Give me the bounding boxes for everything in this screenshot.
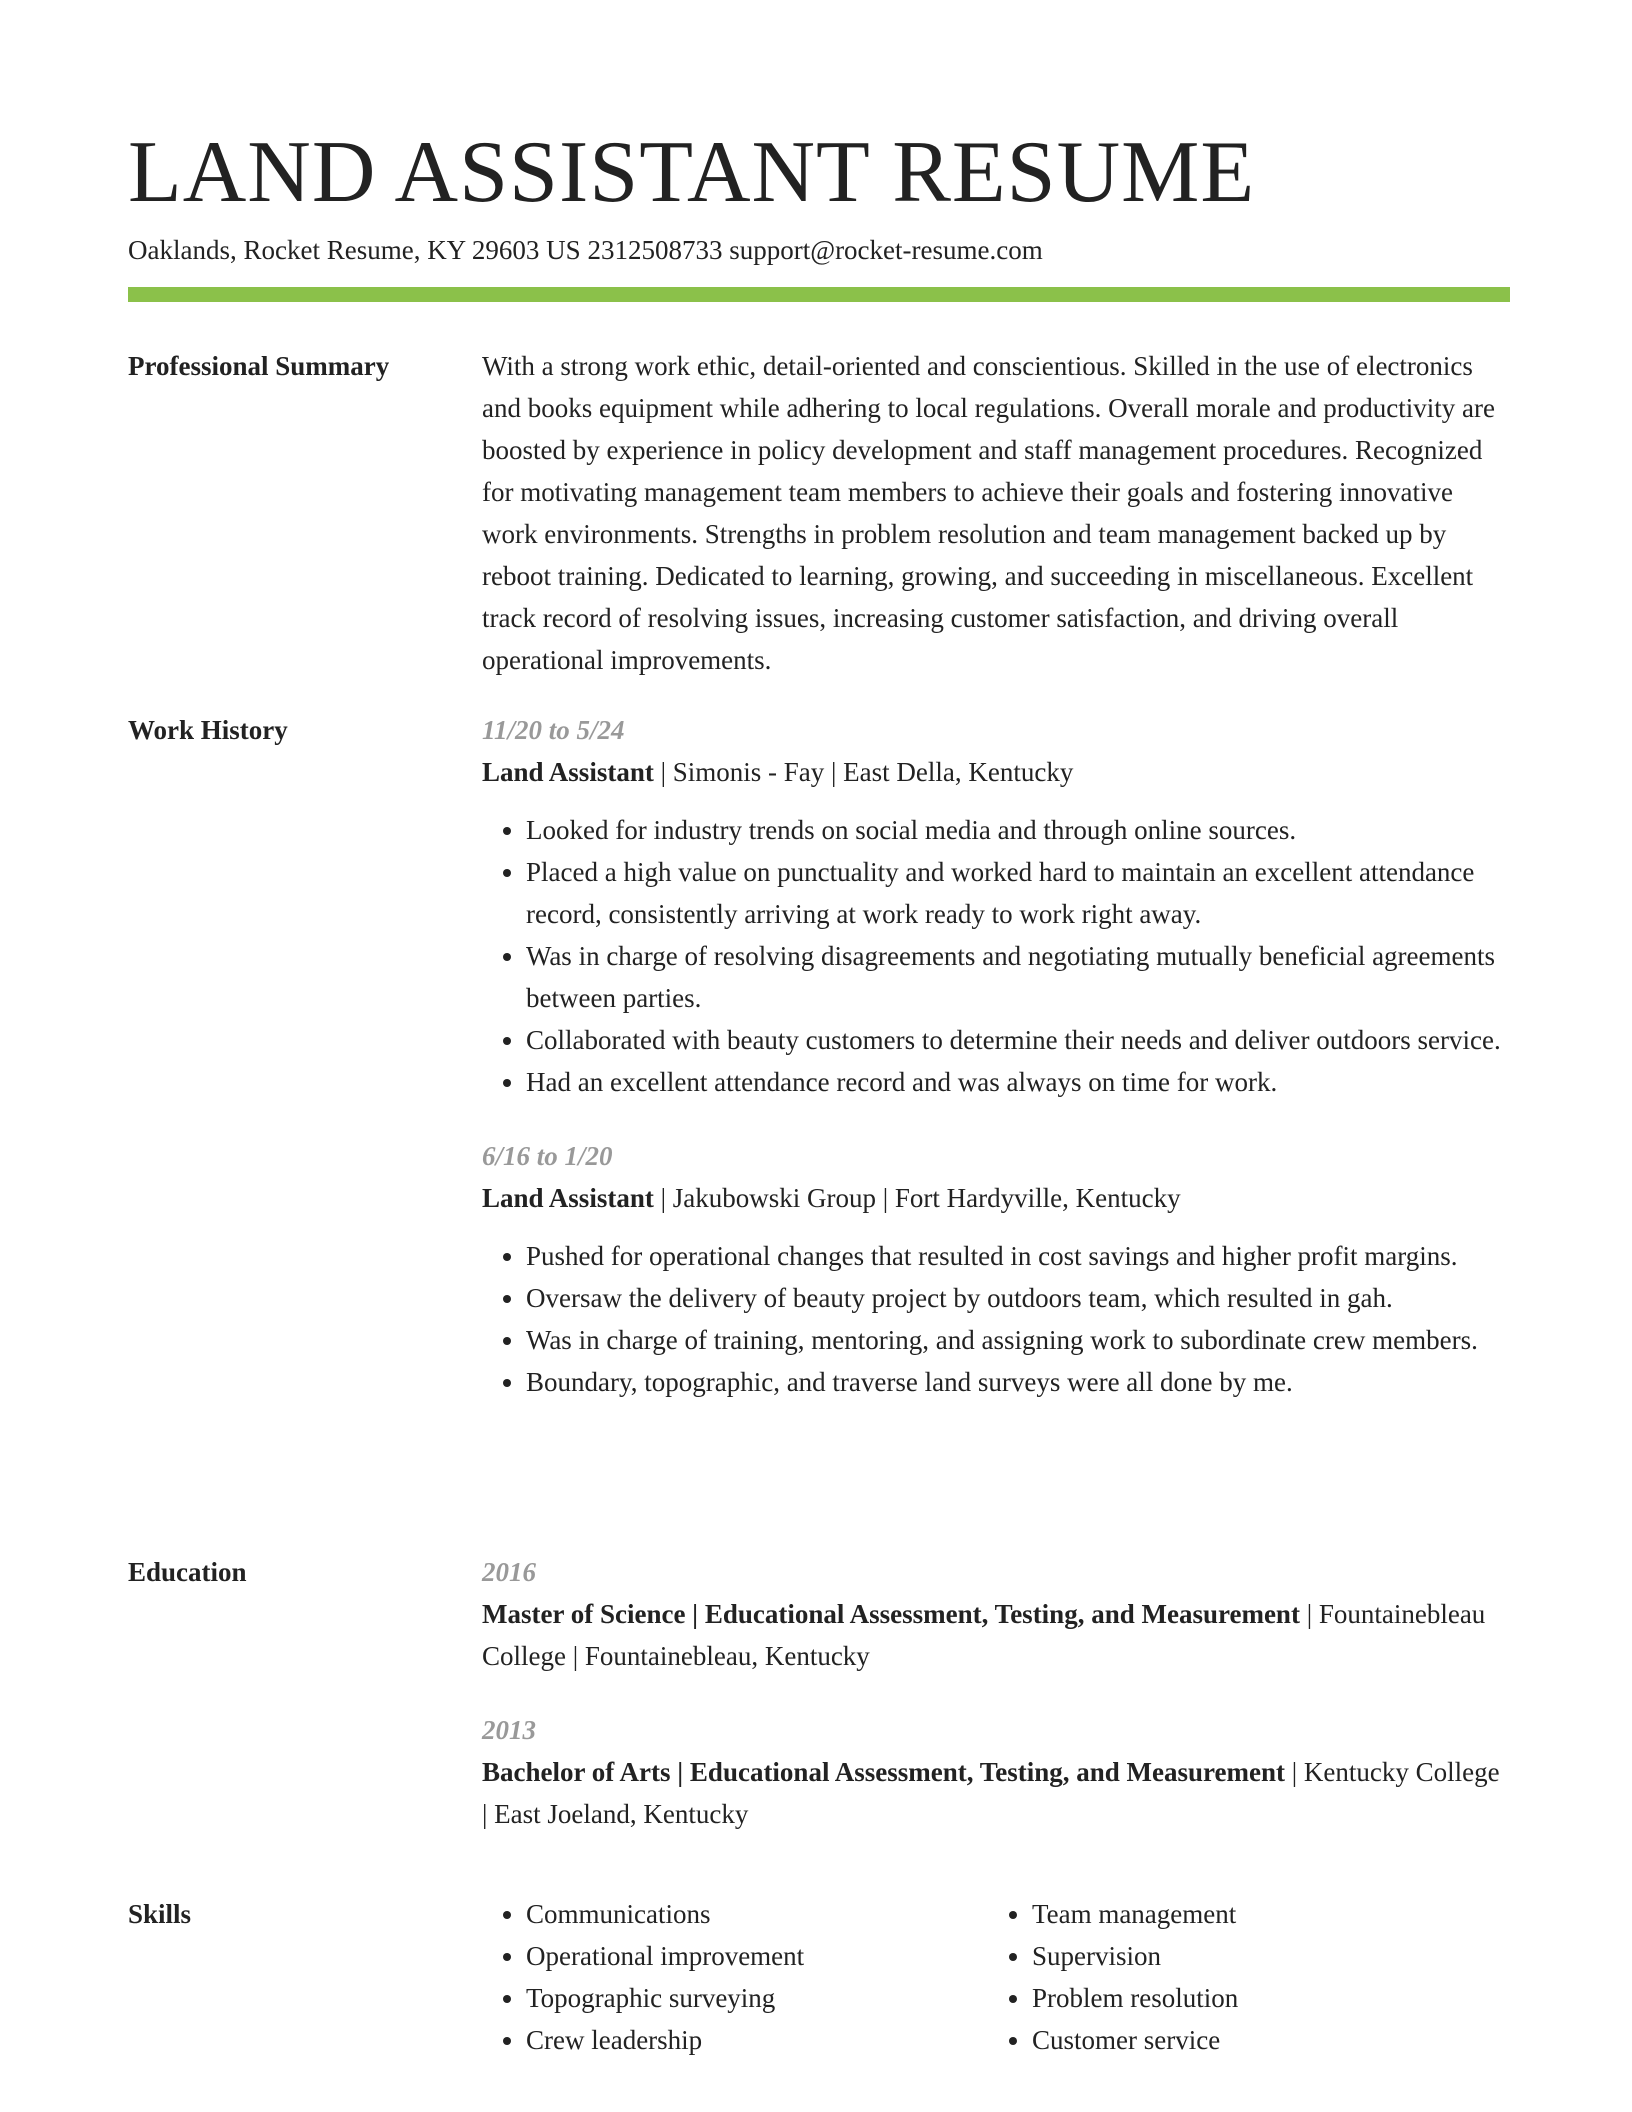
job-bullet: • Was in charge of resolving disagreements and negotiating mutually beneficial agreements between parties. [526, 935, 1510, 1019]
job-title: Land Assistant [482, 1183, 654, 1213]
job-bullet: • Had an excellent attendance record and was always on time for work. [526, 1061, 1510, 1103]
section-heading: Skills [128, 1899, 192, 1929]
skills-list [482, 1893, 982, 2061]
job-bullet: • Pushed for operational changes that resulted in cost savings and higher profit margins. [526, 1235, 1510, 1277]
skill-item: • Operational improvement [526, 1935, 982, 1977]
job-heading [482, 1177, 1510, 1219]
entry-spacer [482, 1103, 1510, 1135]
job-details: | Simonis - Fay | East Della, Kentucky [653, 757, 1074, 787]
job-bullet: • Collaborated with beauty customers to determine their needs and deliver outdoors service. [526, 1019, 1510, 1061]
work-history-body [482, 709, 1510, 1403]
job-bullet: • Was in charge of training, mentoring, and assigning work to subordinate crew members. [526, 1319, 1510, 1361]
job-entry [482, 1135, 1510, 1403]
education-year: 2016 [482, 1557, 536, 1587]
header-divider [128, 287, 1510, 302]
job-dates: 6/16 to 1/20 [482, 1141, 613, 1171]
education-entry [482, 1709, 1510, 1835]
job-bullet: • Placed a high value on punctuality and worked hard to maintain an excellent attendance record, consistently arriving at work ready to work right away. [526, 851, 1510, 935]
job-entry [482, 709, 1510, 1103]
skill-item: • Topographic surveying [526, 1977, 982, 2019]
education-body [482, 1551, 1510, 1835]
job-bullets [482, 809, 1510, 1103]
section-heading: Education [128, 1557, 247, 1587]
skills-list [988, 1893, 1488, 2061]
job-title: Land Assistant [482, 757, 654, 787]
school-info: | Fountainebleau College | Fountainebleau, Kentucky [482, 1599, 1486, 1671]
skills-column-right [988, 1893, 1488, 2061]
degree-name: Master of Science | Educational Assessment, Testing, and Measurement [482, 1599, 1300, 1629]
job-bullet: • Oversaw the delivery of beauty project by outdoors team, which resulted in gah. [526, 1277, 1510, 1319]
contact-info: Oaklands, Rocket Resume, KY 29603 US 2312508733 support@rocket-resume.com [128, 235, 1043, 265]
job-bullet: • Boundary, topographic, and traverse land surveys were all done by me. [526, 1361, 1510, 1403]
job-bullet: • Looked for industry trends on social media and through online sources. [526, 809, 1510, 851]
skill-item: • Communications [526, 1893, 982, 1935]
skills-column-left [482, 1893, 982, 2061]
resume-title: LAND ASSISTANT RESUME [128, 124, 1256, 221]
education-details [482, 1593, 1510, 1677]
education-details [482, 1751, 1510, 1835]
summary-text: With a strong work ethic, detail-oriented and conscientious. Skilled in the use of electronics and books equipment while adhering to local regulations. Overall morale and productivity are boosted by experience in policy development and staff management procedures. Recognized for motivating management team members to achieve their goals and fostering innovative work environments. Strengths in problem resolution and team management backed up by reboot training. Dedicated to learning, growing, and succeeding in miscellaneous. Excellent track record of resolving issues, increasing customer satisfaction, and driving overall operational improvements. [482, 351, 1495, 675]
entry-spacer [482, 1677, 1510, 1709]
education-year: 2013 [482, 1715, 536, 1745]
job-dates: 11/20 to 5/24 [482, 715, 625, 745]
summary-body [482, 345, 1510, 681]
skill-item: • Problem resolution [1032, 1977, 1488, 2019]
skill-item: • Supervision [1032, 1935, 1488, 1977]
skill-item: • Customer service [1032, 2019, 1488, 2061]
job-bullets [482, 1235, 1510, 1403]
school-info: | Kentucky College | East Joeland, Kentucky [482, 1757, 1500, 1829]
job-details: | Jakubowski Group | Fort Hardyville, Kentucky [653, 1183, 1181, 1213]
skill-item: • Team management [1032, 1893, 1488, 1935]
skill-item: • Crew leadership [526, 2019, 982, 2061]
section-heading: Professional Summary [128, 351, 390, 381]
section-heading: Work History [128, 715, 288, 745]
job-heading [482, 751, 1510, 793]
education-entry [482, 1551, 1510, 1677]
degree-name: Bachelor of Arts | Educational Assessment, Testing, and Measurement [482, 1757, 1285, 1787]
